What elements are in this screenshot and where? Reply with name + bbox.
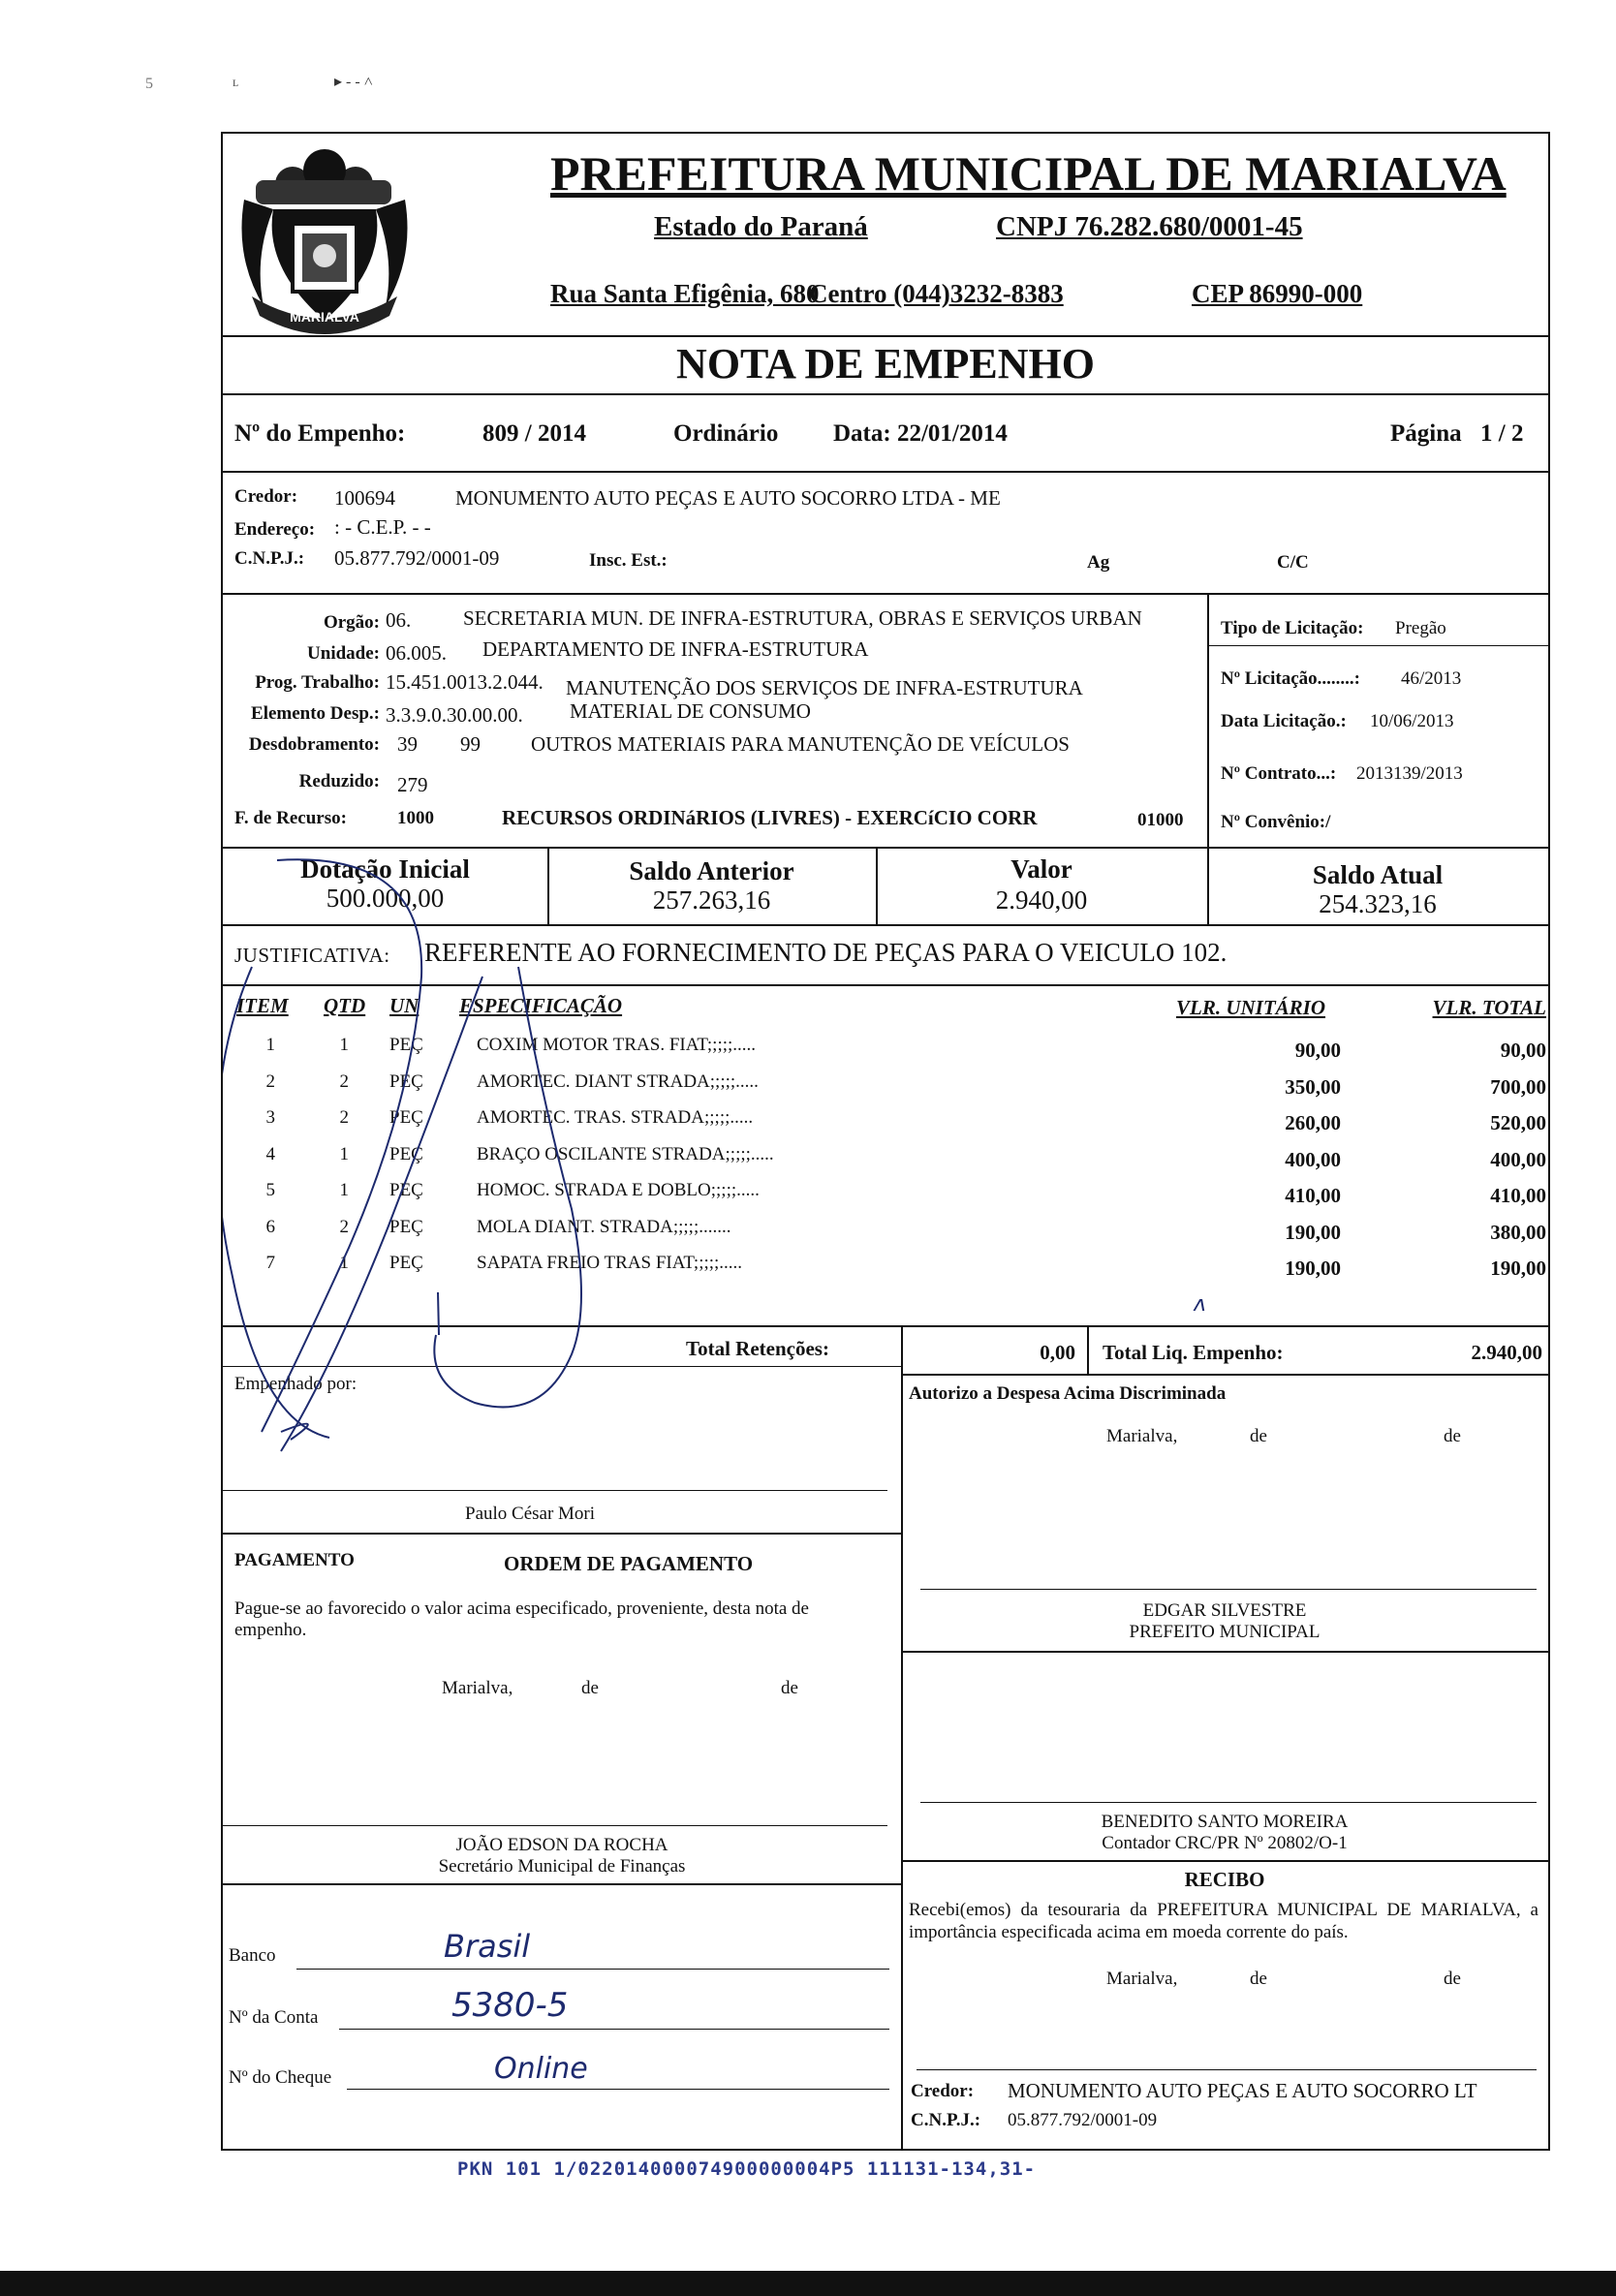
item-unit-price: 400,00 bbox=[1285, 1147, 1341, 1171]
pagamento-de2: de bbox=[781, 1678, 798, 1698]
item-qtd: 1 bbox=[339, 1035, 349, 1055]
item-total: 700,00 bbox=[1490, 1074, 1546, 1099]
item-spec: AMORTEC. TRAS. STRADA;;;;;..... bbox=[477, 1107, 754, 1128]
justificativa-text: REFERENTE AO FORNECIMENTO DE PEÇAS PARA O VEICULO 102. bbox=[424, 938, 1228, 967]
total-retencoes-value: 0,00 bbox=[1040, 1341, 1075, 1364]
secretario-name: JOÃO EDSON DA ROCHA bbox=[455, 1835, 668, 1855]
empenhado-signer: Paulo César Mori bbox=[465, 1504, 596, 1524]
banco-value: Brasil bbox=[444, 1928, 531, 1965]
dotacao-value: 500.000,00 bbox=[326, 884, 445, 913]
contador-role: Contador CRC/PR Nº 20802/O-1 bbox=[1102, 1833, 1348, 1853]
col-header-unit-price: VLR. UNITÁRIO bbox=[1176, 996, 1326, 1019]
secretario-role: Secretário Municipal de Finanças bbox=[438, 1856, 686, 1877]
data-licitacao: 10/06/2013 bbox=[1370, 711, 1454, 731]
tipo-licitacao-label: Tipo de Licitação: bbox=[1221, 618, 1364, 638]
item-spec: AMORTEC. DIANT STRADA;;;;;..... bbox=[477, 1070, 759, 1092]
col-header-total: VLR. TOTAL bbox=[1432, 996, 1546, 1019]
item-unit-price: 260,00 bbox=[1285, 1111, 1341, 1134]
item-qtd: 1 bbox=[339, 1253, 349, 1273]
municipality-cep: CEP 86990-000 bbox=[1192, 279, 1363, 308]
scan-border bbox=[0, 2271, 1616, 2296]
desdobramento-sub: 99 bbox=[460, 732, 481, 756]
pagamento-de1: de bbox=[581, 1678, 599, 1698]
total-liquido-value: 2.940,00 bbox=[1471, 1341, 1542, 1364]
item-spec: COXIM MOTOR TRAS. FIAT;;;;;..... bbox=[477, 1035, 757, 1055]
item-number: 6 bbox=[265, 1216, 275, 1237]
item-qtd: 2 bbox=[339, 1107, 349, 1128]
item-unit: PEÇ bbox=[389, 1070, 423, 1092]
item-unit: PEÇ bbox=[389, 1035, 423, 1055]
autorizo-de2: de bbox=[1444, 1426, 1461, 1446]
item-unit-price: 410,00 bbox=[1285, 1184, 1341, 1207]
pagamento-text: Pague-se ao favorecido o valor acima especificado, proveniente, desta nota de empenho. bbox=[234, 1598, 809, 1640]
elemento-name: MATERIAL DE CONSUMO bbox=[570, 699, 811, 723]
ink-stroke bbox=[438, 1292, 439, 1335]
item-number: 7 bbox=[265, 1253, 275, 1273]
item-number: 5 bbox=[265, 1180, 275, 1200]
municipality-cnpj: CNPJ 76.282.680/0001-45 bbox=[996, 211, 1303, 242]
numero-licitacao-label: Nº Licitação........: bbox=[1221, 668, 1360, 689]
insc-est-label: Insc. Est.: bbox=[589, 550, 668, 571]
item-total: 520,00 bbox=[1490, 1111, 1546, 1134]
orgao-name: SECRETARIA MUN. DE INFRA-ESTRUTURA, OBRAS E SERVIÇOS URBAN bbox=[463, 606, 1142, 630]
unidade-label: Unidade: bbox=[307, 643, 380, 664]
item-total: 380,00 bbox=[1490, 1220, 1546, 1244]
saldo-atual-value: 254.323,16 bbox=[1319, 889, 1437, 918]
recurso-label: F. de Recurso: bbox=[234, 808, 347, 828]
item-spec: MOLA DIANT. STRADA;;;;;....... bbox=[477, 1216, 731, 1237]
prefeito-role: PREFEITO MUNICIPAL bbox=[1129, 1622, 1321, 1642]
account-label: C/C bbox=[1277, 552, 1309, 573]
autorizo-city: Marialva, bbox=[1106, 1426, 1178, 1446]
recibo-de1: de bbox=[1250, 1969, 1267, 1989]
item-number: 2 bbox=[265, 1070, 275, 1092]
recurso-code: 1000 bbox=[397, 808, 434, 828]
recibo-text: Recebi(emos) da tesouraria da PREFEITURA MUNICIPAL DE MARIALVA, a importância especificada acima em moeda corrente do país. bbox=[909, 1900, 1538, 1942]
ink-stroke bbox=[281, 977, 482, 1451]
item-qtd: 1 bbox=[339, 1143, 349, 1164]
recibo-title: RECIBO bbox=[1184, 1868, 1265, 1891]
item-qtd: 1 bbox=[339, 1180, 349, 1200]
item-spec: HOMOC. STRADA E DOBLO;;;;;..... bbox=[477, 1180, 760, 1200]
item-qtd: 2 bbox=[339, 1216, 349, 1237]
saldo-atual-label: Saldo Atual bbox=[1312, 860, 1444, 889]
total-liquido-label: Total Liq. Empenho: bbox=[1103, 1341, 1284, 1364]
prefeito-name: EDGAR SILVESTRE bbox=[1142, 1600, 1307, 1621]
justificativa-label: JUSTIFICATIVA: bbox=[234, 944, 390, 967]
unidade-name: DEPARTAMENTO DE INFRA-ESTRUTURA bbox=[482, 637, 869, 661]
credor-label: Credor: bbox=[234, 486, 298, 507]
saldo-anterior-value: 257.263,16 bbox=[652, 885, 771, 915]
valor-label: Valor bbox=[1010, 854, 1072, 884]
elemento-label: Elemento Desp.: bbox=[251, 703, 380, 724]
item-unit: PEÇ bbox=[389, 1107, 423, 1128]
convenio-label: Nº Convênio:/ bbox=[1221, 812, 1331, 832]
municipality-address: Rua Santa Efigênia, 680 bbox=[550, 279, 820, 308]
ink-stroke bbox=[223, 967, 329, 1438]
item-spec: SAPATA FREIO TRAS FIAT;;;;;..... bbox=[477, 1253, 743, 1273]
page-number: 1 / 2 bbox=[1480, 420, 1524, 447]
empenho-number-label: Nº do Empenho: bbox=[234, 420, 406, 447]
credor-name: MONUMENTO AUTO PEÇAS E AUTO SOCORRO LTDA - ME bbox=[455, 486, 1001, 510]
col-header-qtd: QTD bbox=[324, 994, 366, 1017]
contrato-number: 2013139/2013 bbox=[1356, 763, 1463, 784]
empenho-number: 809 / 2014 bbox=[482, 420, 586, 447]
conta-label: Nº da Conta bbox=[229, 2007, 319, 2028]
item-unit: PEÇ bbox=[389, 1216, 423, 1237]
recibo-cnpj-label: C.N.P.J.: bbox=[911, 2110, 981, 2130]
desdobramento-code: 39 bbox=[397, 732, 418, 756]
municipality-phone: Centro (044)3232-8383 bbox=[809, 279, 1064, 308]
banco-label: Banco bbox=[229, 1945, 276, 1966]
item-unit: PEÇ bbox=[389, 1143, 423, 1164]
contador-name: BENEDITO SANTO MOREIRA bbox=[1101, 1812, 1349, 1832]
agency-label: Ag bbox=[1087, 552, 1110, 573]
saldo-anterior-label: Saldo Anterior bbox=[629, 856, 794, 885]
autorizo-label: Autorizo a Despesa Acima Discriminada bbox=[909, 1383, 1227, 1404]
scan-mark: ▸ ‐ ‐ ˄ bbox=[334, 74, 373, 90]
item-unit-price: 190,00 bbox=[1285, 1220, 1341, 1244]
recurso-number: 01000 bbox=[1137, 810, 1184, 830]
ordem-pagamento-label: ORDEM DE PAGAMENTO bbox=[504, 1552, 754, 1575]
item-total: 190,00 bbox=[1490, 1257, 1546, 1280]
address-label: Endereço: bbox=[234, 519, 316, 540]
valor-value: 2.940,00 bbox=[995, 885, 1088, 915]
scan-mark: ʟ bbox=[233, 76, 239, 90]
credor-code: 100694 bbox=[334, 486, 395, 510]
empenho-form bbox=[221, 132, 1550, 2151]
item-qtd: 2 bbox=[339, 1070, 349, 1092]
item-unit: PEÇ bbox=[389, 1180, 423, 1200]
dotacao-label: Dotação Inicial bbox=[300, 854, 470, 884]
tipo-licitacao: Pregão bbox=[1395, 618, 1446, 638]
elemento-code: 3.3.9.0.30.00.00. bbox=[386, 703, 523, 727]
empenhado-por-label: Empenhado por: bbox=[234, 1374, 357, 1394]
prog-trabalho-code: 15.451.0013.2.044. bbox=[386, 670, 544, 694]
recibo-de2: de bbox=[1444, 1969, 1461, 1989]
credor-cnpj: 05.877.792/0001-09 bbox=[334, 546, 500, 570]
col-header-item: ITEM bbox=[236, 994, 289, 1017]
credor-cnpj-label: C.N.P.J.: bbox=[234, 548, 305, 569]
document-title: NOTA DE EMPENHO bbox=[676, 340, 1095, 388]
item-total: 410,00 bbox=[1490, 1184, 1546, 1207]
total-retencoes-label: Total Retenções: bbox=[686, 1337, 829, 1360]
scan-mark: 5 bbox=[145, 76, 153, 92]
page-label: Página bbox=[1390, 420, 1462, 447]
recibo-city: Marialva, bbox=[1106, 1969, 1178, 1989]
empenho-date: Data: 22/01/2014 bbox=[833, 420, 1008, 447]
orgao-code: 06. bbox=[386, 608, 412, 632]
empenho-type: Ordinário bbox=[673, 420, 779, 447]
credor-address: : - C.E.P. - - bbox=[334, 515, 431, 539]
recibo-credor: MONUMENTO AUTO PEÇAS E AUTO SOCORRO LT bbox=[1008, 2079, 1477, 2102]
item-unit-price: 90,00 bbox=[1294, 1039, 1341, 1062]
col-header-un: UN bbox=[389, 994, 420, 1017]
conta-value: 5380-5 bbox=[451, 1986, 569, 2025]
item-total: 400,00 bbox=[1490, 1147, 1546, 1171]
data-licitacao-label: Data Licitação.: bbox=[1221, 711, 1347, 731]
desdobramento-name: OUTROS MATERIAIS PARA MANUTENÇÃO DE VEÍCULOS bbox=[531, 732, 1070, 756]
reduzido-label: Reduzido: bbox=[298, 771, 380, 791]
footer-code: PKN 101 1/022014000074900000004P5 111131-134,31- bbox=[457, 2158, 1037, 2180]
recibo-cnpj: 05.877.792/0001-09 bbox=[1008, 2110, 1158, 2130]
handwritten-mark: ʌ bbox=[1194, 1292, 1207, 1317]
item-total: 90,00 bbox=[1500, 1039, 1546, 1062]
pagamento-label: PAGAMENTO bbox=[234, 1550, 355, 1570]
handwritten-strokes bbox=[223, 134, 1548, 2153]
item-unit-price: 190,00 bbox=[1285, 1257, 1341, 1280]
cheque-value: Online bbox=[494, 2052, 588, 2086]
prog-trabalho-name: MANUTENÇÃO DOS SERVIÇOS DE INFRA-ESTRUTURA bbox=[566, 676, 1083, 699]
orgao-label: Orgão: bbox=[323, 612, 380, 633]
item-unit-price: 350,00 bbox=[1285, 1074, 1341, 1099]
autorizo-de1: de bbox=[1250, 1426, 1267, 1446]
recibo-credor-label: Credor: bbox=[911, 2081, 975, 2101]
item-number: 3 bbox=[265, 1107, 275, 1128]
item-number: 4 bbox=[265, 1143, 275, 1164]
item-unit: PEÇ bbox=[389, 1253, 423, 1273]
numero-licitacao: 46/2013 bbox=[1401, 668, 1462, 689]
emblem-text: MARIALVA bbox=[290, 309, 359, 325]
cheque-label: Nº do Cheque bbox=[229, 2067, 332, 2088]
ink-stroke bbox=[262, 859, 421, 1432]
pagamento-city: Marialva, bbox=[442, 1678, 513, 1698]
state-name: Estado do Paraná bbox=[654, 211, 868, 242]
item-spec: BRAÇO OSCILANTE STRADA;;;;;..... bbox=[477, 1143, 774, 1164]
ink-stroke bbox=[434, 967, 581, 1407]
recurso-name: RECURSOS ORDINáRIOS (LIVRES) - EXERCíCIO CORR bbox=[502, 806, 1038, 829]
prog-trabalho-label: Prog. Trabalho: bbox=[255, 672, 380, 693]
col-header-spec: ESPECIFICAÇÃO bbox=[459, 994, 623, 1017]
contrato-label: Nº Contrato...: bbox=[1221, 763, 1337, 784]
item-number: 1 bbox=[265, 1035, 275, 1055]
municipality-title: PREFEITURA MUNICIPAL DE MARIALVA bbox=[550, 146, 1507, 201]
reduzido-value: 279 bbox=[397, 773, 428, 796]
desdobramento-label: Desdobramento: bbox=[248, 734, 380, 755]
unidade-code: 06.005. bbox=[386, 641, 447, 665]
